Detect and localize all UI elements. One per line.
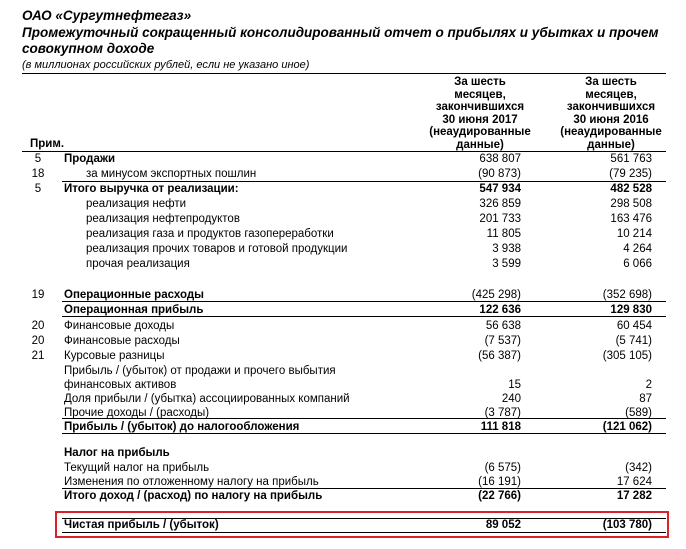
header-rule [22,73,666,74]
note-column-header: Прим. [30,138,65,150]
table-row [0,461,686,475]
row-value-2017: 111 818 [480,421,521,433]
row-value-2017: (425 298) [471,289,521,301]
row-note: 19 [31,289,45,301]
row-value-2017: (3 787) [484,407,521,419]
table-row [0,152,686,166]
row-label: Финансовые доходы [64,320,175,332]
row-value-2016: 87 [639,393,652,405]
row-value-2017: (6 575) [484,462,521,474]
row-value-2017: 11 805 [486,228,521,240]
row-value-2017: 3 599 [492,258,521,270]
row-value-2016: (103 780) [602,519,652,531]
table-row [0,378,686,392]
row-label: Операционная прибыль [64,304,204,316]
row-value-2016: 6 066 [623,258,652,270]
row-label: Продажи [64,153,116,165]
table-row [0,303,686,317]
row-value-2016: (5 741) [615,335,652,347]
table-row [0,257,686,271]
row-value-2017: (90 873) [478,168,521,180]
row-value-2016: 4 264 [623,243,652,255]
row-label: Налог на прибыль [64,447,170,459]
row-value-2016: 10 214 [616,228,652,240]
table-row [0,167,686,181]
row-value-2016: (121 062) [602,421,652,433]
row-label: Прочие доходы / (расходы) [64,407,210,419]
column-header-2017: За шесть месяцев, закончившихся 30 июня 2017 (неаудированные данные) [429,76,531,151]
units-note: (в миллионах российских рублей, если не указано иное) [22,59,310,71]
row-value-2016: 298 508 [610,198,652,210]
row-value-2016: 129 830 [610,304,652,316]
row-value-2017: (7 537) [484,335,521,347]
row-value-2017: (56 387) [478,350,521,362]
table-row [0,475,686,489]
row-value-2017: 89 052 [485,519,521,531]
row-label: Итого выручка от реализации: [64,183,239,195]
table-row [0,288,686,302]
row-value-2017: (22 766) [478,490,521,502]
row-label: Доля прибыли / (убытка) ассоциированных компаний [64,393,350,405]
row-value-2017: (16 191) [478,476,521,488]
table-row [0,392,686,406]
table-row [0,182,686,196]
row-value-2017: 240 [501,393,521,405]
table-row [0,406,686,420]
row-label: Курсовые разницы [64,350,165,362]
row-note: 18 [31,168,45,180]
table-row [0,319,686,333]
row-value-2016: 17 624 [616,476,652,488]
row-note: 20 [31,335,45,347]
row-value-2016: (342) [625,462,652,474]
row-note: 20 [31,320,45,332]
column-header-2016: За шесть месяцев, закончившихся 30 июня 2016 (неаудированные данные) [560,76,662,151]
row-value-2016: 561 763 [610,153,652,165]
row-label: Чистая прибыль / (убыток) [64,519,219,531]
row-value-2016: (589) [625,407,652,419]
row-value-2017: 547 934 [479,183,521,195]
row-value-2017: 326 859 [479,198,521,210]
row-label: реализация нефтепродуктов [86,213,240,225]
row-value-2016: (305 105) [602,350,652,362]
row-label: Итого доход / (расход) по налогу на прибыль [64,490,323,502]
table-row [0,446,686,460]
row-value-2017: 3 938 [492,243,521,255]
row-note: 5 [34,183,42,195]
row-value-2016: (79 235) [609,168,652,180]
row-value-2016: 17 282 [616,490,652,502]
row-value-2016: 60 454 [616,320,652,332]
row-label: Текущий налог на прибыль [64,462,210,474]
row-label: за минусом экспортных пошлин [86,168,257,180]
row-label: реализация нефти [86,198,187,210]
table-row [0,242,686,256]
row-value-2017: 122 636 [479,304,521,316]
row-value-2017: 201 733 [479,213,521,225]
row-label: реализация прочих товаров и готовой продукции [86,243,348,255]
row-label: реализация газа и продуктов газопереработки [86,228,334,240]
table-row [0,227,686,241]
row-label: Прибыль / (убыток) от продажи и прочего выбытия [64,365,336,377]
table-row [0,349,686,363]
row-value-2016: 482 528 [610,183,652,195]
row-value-2016: 163 476 [610,213,652,225]
row-label: Операционные расходы [64,289,204,301]
table-row [0,334,686,348]
row-label: прочая реализация [86,258,190,270]
row-value-2017: 56 638 [485,320,521,332]
table-row [0,420,686,434]
row-value-2017: 638 807 [479,153,521,165]
row-value-2017: 15 [508,379,521,391]
company-name: ОАО «Сургутнефтегаз» [22,8,192,23]
row-label: Финансовые расходы [64,335,180,347]
row-label: финансовых активов [64,379,177,391]
row-value-2016: 2 [645,379,652,391]
row-value-2016: (352 698) [602,289,652,301]
table-row [0,489,686,503]
row-note: 5 [34,153,42,165]
table-row [0,197,686,211]
row-label: Прибыль / (убыток) до налогообложения [64,421,300,433]
report-title: Промежуточный сокращенный консолидированный отчет о прибылях и убытках и прочем совокупном доходе [22,25,659,56]
row-label: Изменения по отложенному налогу на прибыль [64,476,319,488]
row-note: 21 [31,350,45,362]
net-income-highlight-box [55,511,669,538]
table-row [0,212,686,226]
table-row [0,364,686,378]
